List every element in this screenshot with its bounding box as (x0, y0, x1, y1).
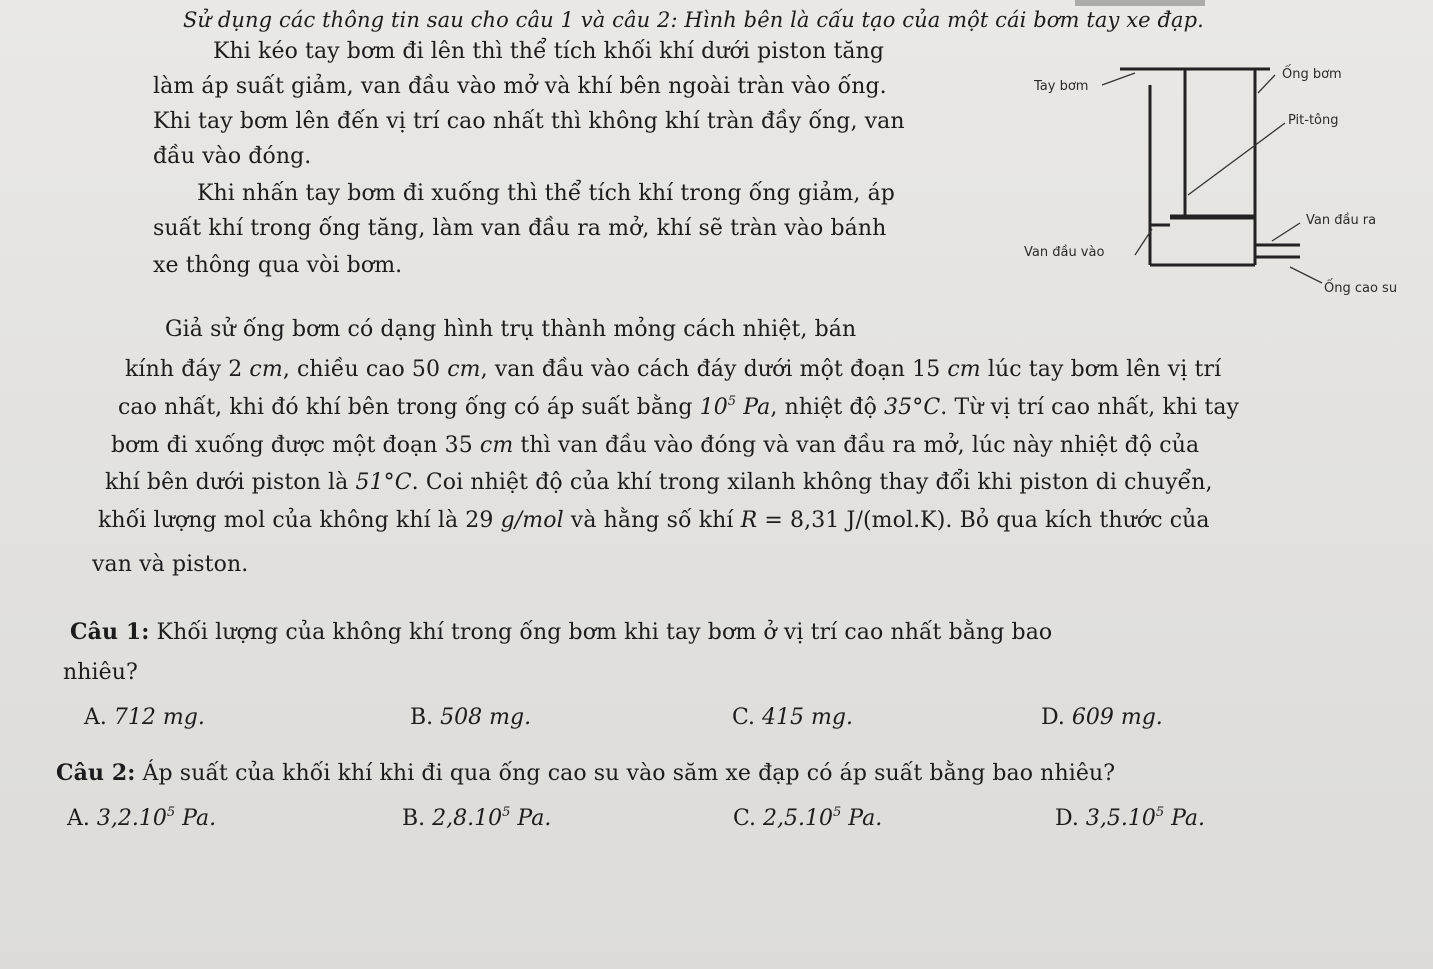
setup-line-4-b: thì van đầu vào đóng và van đầu ra mở, lúc này nhiệt độ của (513, 433, 1200, 458)
q2-choice-d-unit: Pa. (1164, 806, 1206, 831)
pressure-exponent: 5 (727, 394, 737, 409)
setup-line-3 (118, 394, 1239, 422)
q2-choice-b-letter: B. (402, 806, 426, 831)
q2-choice-d-exponent: 5 (1155, 805, 1165, 820)
q2-choice-b-exponent: 5 (502, 805, 511, 820)
setup-line-3-a: cao nhất, khi đó khí bên trong ống có áp suất bằng (118, 395, 700, 420)
q2-choice-a-letter: A. (67, 806, 90, 831)
setup-line-7: van và piston. (92, 552, 249, 577)
intro-line-2: Khi kéo tay bơm đi lên thì thể tích khối khí dưới piston tăng (213, 39, 885, 64)
intro-line-8: xe thông qua vòi bơm. (153, 253, 403, 278)
leader-pit-tong (1188, 123, 1285, 195)
question-1-text: Khối lượng của không khí trong ống bơm khi tay bơm ở vị trí cao nhất bằng bao (149, 620, 1053, 645)
q1-choice-d-value: 609 mg. (1071, 705, 1163, 730)
label-van-dau-vao: Van đầu vào (1024, 245, 1105, 260)
q1-choice-d-letter: D. (1041, 705, 1065, 730)
label-ong-bom: Ống bơm (1282, 67, 1342, 82)
setup-line-6-c: = 8,31 J/(mol.K). Bỏ qua kích thước của (757, 508, 1210, 533)
leader-tay-bom (1102, 73, 1135, 85)
q2-choice-d[interactable] (1055, 805, 1205, 833)
q1-choice-a-letter: A. (84, 705, 107, 730)
q2-choice-a-mantissa: 3,2.10 (96, 806, 167, 831)
unit-g-mol: g/mol (500, 508, 564, 533)
setup-line-3-b: , nhiệt độ (770, 395, 885, 420)
q1-choice-c[interactable] (732, 704, 853, 732)
q2-choice-b[interactable] (402, 805, 551, 833)
q2-choice-d-mantissa: 3,5.10 (1085, 806, 1156, 831)
intro-line-3: làm áp suất giảm, van đầu vào mở và khí bên ngoài tràn vào ống. (153, 74, 887, 99)
question-1 (70, 618, 1052, 647)
question-1-label: Câu 1: (70, 619, 150, 645)
setup-line-5 (105, 469, 1213, 497)
question-2 (56, 759, 1115, 788)
pressure-value: 10 (699, 395, 728, 420)
q2-choice-d-letter: D. (1055, 806, 1079, 831)
question-2-label: Câu 2: (56, 760, 136, 786)
q1-choice-c-letter: C. (732, 705, 756, 730)
intro-line-6: Khi nhấn tay bơm đi xuống thì thể tích khí trong ống giảm, áp (197, 181, 895, 206)
setup-line-6-a: khối lượng mol của không khí là 29 (98, 508, 501, 533)
q2-choice-c-unit: Pa. (841, 806, 883, 831)
q1-choice-c-value: 415 mg. (762, 705, 853, 730)
pressure-unit: Pa (736, 395, 771, 420)
setup-line-4-a: bơm đi xuống được một đoạn 35 (111, 433, 480, 458)
q1-choice-d[interactable] (1041, 704, 1163, 732)
setup-line-2-b: , chiều cao 50 (282, 357, 448, 382)
question-1-line-2: nhiêu? (63, 660, 138, 685)
q2-choice-c[interactable] (733, 805, 882, 833)
leader-van-dau-ra (1272, 223, 1300, 241)
final-temperature: 51°C (355, 470, 412, 495)
q2-choice-b-mantissa: 2,8.10 (432, 806, 503, 831)
setup-line-2-a: kính đáy 2 (125, 357, 250, 382)
setup-line-5-b: . Coi nhiệt độ của khí trong xilanh không thay đổi khi piston di chuyển, (411, 470, 1213, 495)
q1-choice-a-value: 712 mg. (113, 705, 205, 730)
label-van-dau-ra: Van đầu ra (1306, 213, 1377, 228)
label-pit-tong: Pit-tông (1288, 113, 1339, 128)
q1-choice-b[interactable] (410, 704, 531, 732)
unit-cm-3: cm (947, 357, 981, 382)
unit-cm-2: cm (447, 357, 481, 382)
leader-ong-bom (1258, 75, 1275, 93)
initial-temperature: 35°C (884, 395, 941, 420)
q2-choice-b-unit: Pa. (510, 806, 552, 831)
setup-line-6-b: và hằng số khí (563, 508, 741, 533)
unit-cm-4: cm (479, 433, 514, 458)
q1-choice-b-letter: B. (410, 705, 434, 730)
intro-line-1: Sử dụng các thông tin sau cho câu 1 và câu 2: Hình bên là cấu tạo của một cái bơm tay xe đạp. (183, 8, 1204, 32)
setup-line-2-d: lúc tay bơm lên vị trí (980, 357, 1222, 382)
q1-choice-a[interactable] (84, 704, 205, 732)
gas-constant-symbol: R (740, 508, 758, 533)
q2-choice-c-letter: C. (733, 806, 757, 831)
q2-choice-a-exponent: 5 (166, 805, 176, 820)
q2-choice-c-exponent: 5 (833, 805, 842, 820)
setup-line-4 (111, 432, 1199, 460)
q2-choice-c-mantissa: 2,5.10 (763, 806, 834, 831)
label-ong-cao-su: Ống cao su (1324, 281, 1398, 296)
intro-line-7: suất khí trong ống tăng, làm van đầu ra mở, khí sẽ tràn vào bánh (153, 216, 887, 241)
leader-ong-cao-su (1290, 267, 1322, 283)
q1-choice-b-value: 508 mg. (440, 705, 532, 730)
setup-line-2 (125, 356, 1221, 384)
q2-choice-a[interactable] (67, 805, 216, 833)
intro-line-4: Khi tay bơm lên đến vị trí cao nhất thì không khí tràn đầy ống, van (153, 109, 905, 134)
setup-line-5-a: khí bên dưới piston là (105, 470, 356, 495)
unit-cm-1: cm (249, 357, 283, 382)
intro-line-5: đầu vào đóng. (153, 144, 312, 169)
setup-line-3-c: . Từ vị trí cao nhất, khi tay (940, 395, 1240, 420)
setup-line-2-c: , van đầu vào cách đáy dưới một đoạn 15 (480, 357, 948, 382)
setup-line-6 (98, 507, 1210, 535)
pump-diagram (1010, 45, 1430, 305)
label-tay-bom: Tay bơm (1034, 79, 1089, 94)
setup-line-1: Giả sử ống bơm có dạng hình trụ thành mỏng cách nhiệt, bán (165, 317, 857, 342)
question-2-text: Áp suất của khối khí khi đi qua ống cao su vào săm xe đạp có áp suất bằng bao nhiêu? (135, 761, 1116, 786)
q2-choice-a-unit: Pa. (175, 806, 217, 831)
